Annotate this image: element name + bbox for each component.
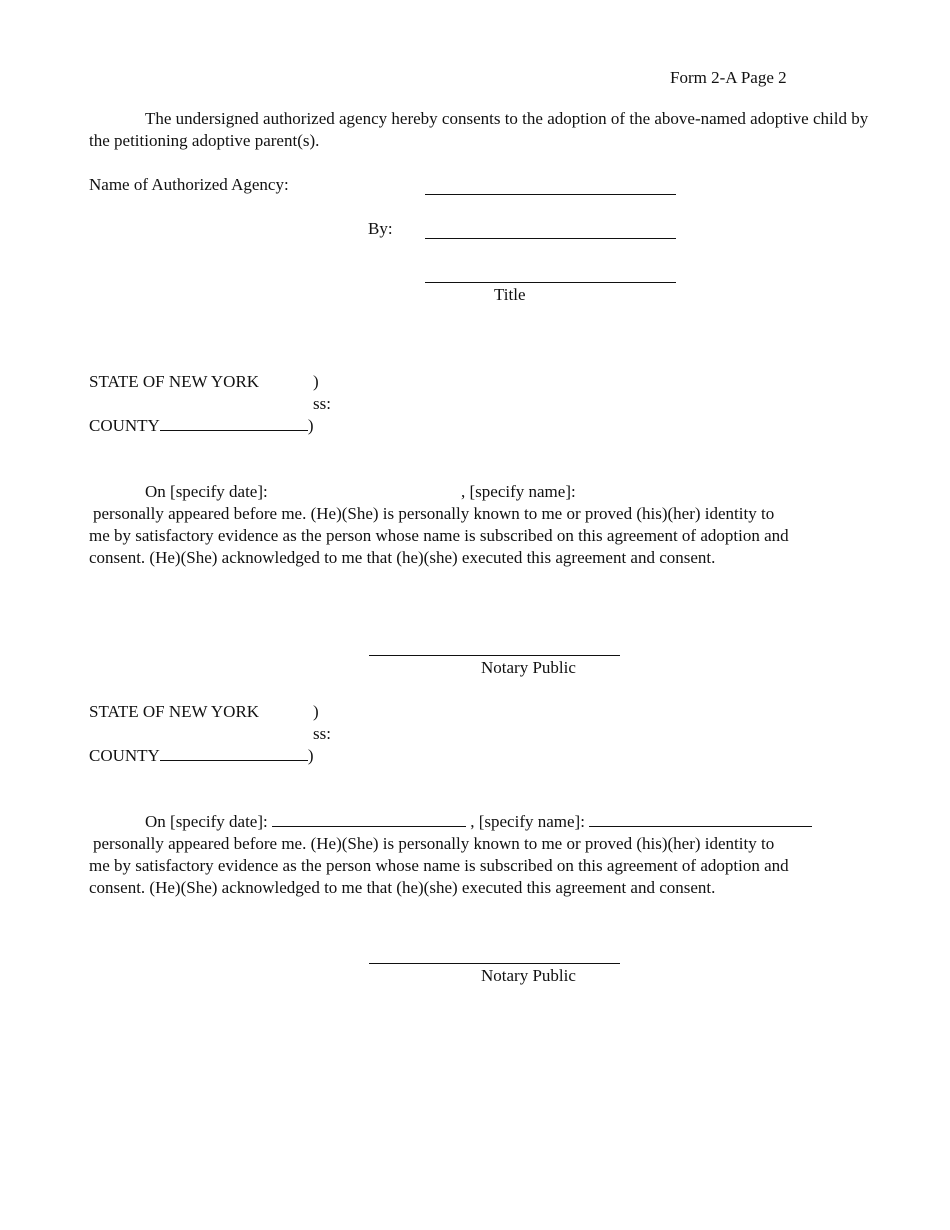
ack-name-label-2: , [specify name]:: [470, 812, 585, 831]
ack-line2-1: me by satisfactory evidence as the person whose name is subscribed on this agreement of adoption and: [89, 526, 789, 545]
venue-paren-close-2: ): [307, 746, 314, 765]
venue-paren-open-1: ): [313, 372, 319, 391]
ack-line1-1: personally appeared before me. (He)(She) is personally known to me or proved (his)(her) identity to: [93, 504, 775, 523]
venue-ss-2: ss:: [313, 724, 331, 743]
venue-county-line-2[interactable]: [160, 746, 308, 761]
ack-line1-2: personally appeared before me. (He)(She) is personally known to me or proved (his)(her) identity to: [93, 834, 775, 853]
ack-line3-2: consent. (He)(She) acknowledged to me that (he)(she) executed this agreement and consent.: [89, 878, 716, 897]
notary-signature-line-1[interactable]: [369, 655, 620, 656]
consent-paragraph: The undersigned authorized agency hereby consents to the adoption of the above-named adoptive child by the petitioning adoptive parent(s).: [89, 109, 869, 150]
venue-state-1: STATE OF NEW YORK: [89, 372, 260, 391]
ack-date-label-1: On [specify date]:: [145, 482, 268, 501]
form-page-label: Form 2-A Page 2: [670, 68, 787, 87]
notary-signature-line-2[interactable]: [369, 963, 620, 964]
venue-county-row-1: [89, 415, 314, 437]
venue-county-row-2: [89, 745, 314, 767]
venue-county-2: COUNTY: [89, 746, 160, 765]
title-line[interactable]: [425, 282, 676, 283]
notary-label-2: Notary Public: [481, 966, 576, 985]
agency-name-line[interactable]: [425, 194, 676, 195]
ack-line3-1: consent. (He)(She) acknowledged to me that (he)(she) executed this agreement and consent.: [89, 548, 716, 567]
venue-county-1: COUNTY: [89, 416, 160, 435]
ack-row-2: [145, 811, 812, 833]
ack-name-line-2[interactable]: [589, 812, 812, 827]
agency-name-label: Name of Authorized Agency:: [89, 175, 289, 194]
venue-paren-open-2: ): [313, 702, 319, 721]
venue-state-2: STATE OF NEW YORK: [89, 702, 260, 721]
venue-paren-close-1: ): [307, 416, 314, 435]
ack-date-line-2[interactable]: [272, 812, 466, 827]
ack-date-label-2: On [specify date]:: [145, 812, 268, 831]
ack-line2-2: me by satisfactory evidence as the person whose name is subscribed on this agreement of adoption and: [89, 856, 789, 875]
notary-label-1: Notary Public: [481, 658, 576, 677]
title-label: Title: [494, 285, 526, 304]
ack-name-label-1: , [specify name]:: [461, 482, 576, 501]
by-label: By:: [368, 219, 393, 238]
by-signature-line[interactable]: [425, 238, 676, 239]
venue-county-line-1[interactable]: [160, 416, 308, 431]
venue-ss-1: ss:: [313, 394, 331, 413]
